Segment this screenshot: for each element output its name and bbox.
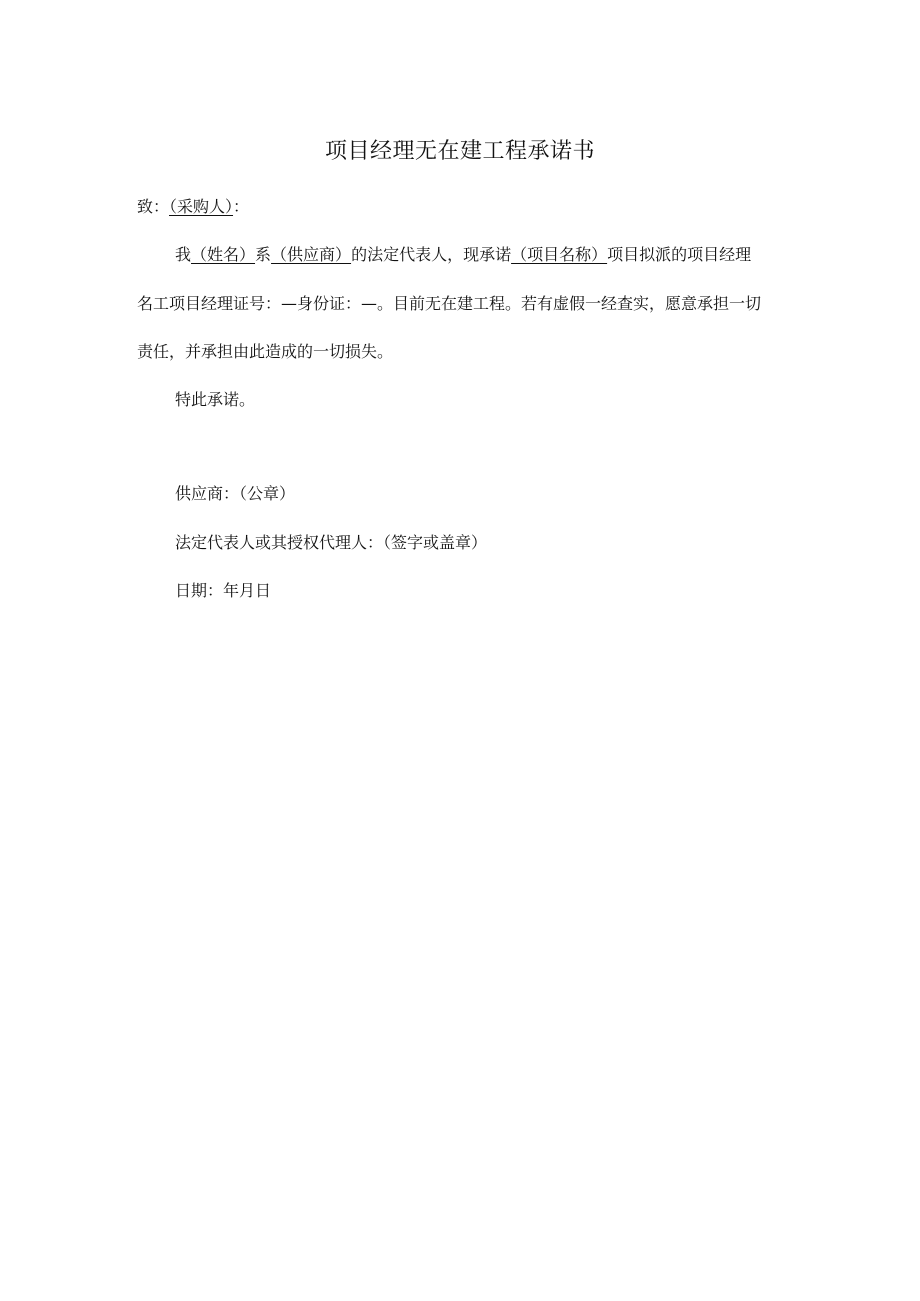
- supplier-seal-line: 供应商：（公章）: [175, 484, 296, 503]
- closing-line: 特此承诺。: [175, 390, 256, 409]
- body-text-4: 项目拟派的项目经理: [607, 245, 752, 264]
- body-line-3: 责任，并承担由此造成的一切损失。: [137, 342, 394, 361]
- document-title: 项目经理无在建工程承诺书: [324, 139, 595, 164]
- body-line-1: [175, 243, 751, 267]
- project-name-field: （项目名称）: [511, 245, 608, 264]
- name-field: （姓名）: [191, 245, 256, 264]
- body-line-2: 名工项目经理证号：—身份证：—。目前无在建工程。若有虚假一经查实，愿意承担一切: [137, 294, 762, 313]
- recipient-field: （采购人）: [169, 197, 234, 216]
- representative-signature-line: 法定代表人或其授权代理人：（签字或盖章）: [175, 533, 488, 552]
- salutation-prefix: 致：: [137, 197, 170, 216]
- salutation-suffix: ：: [233, 197, 250, 216]
- body-text-2: 系: [255, 245, 272, 264]
- supplier-field: （供应商）: [271, 245, 352, 264]
- date-line: 日期：年月日: [175, 581, 272, 600]
- salutation-line: [137, 195, 249, 219]
- body-text-1: 我: [175, 245, 192, 264]
- body-text-3: 的法定代表人，现承诺: [351, 245, 512, 264]
